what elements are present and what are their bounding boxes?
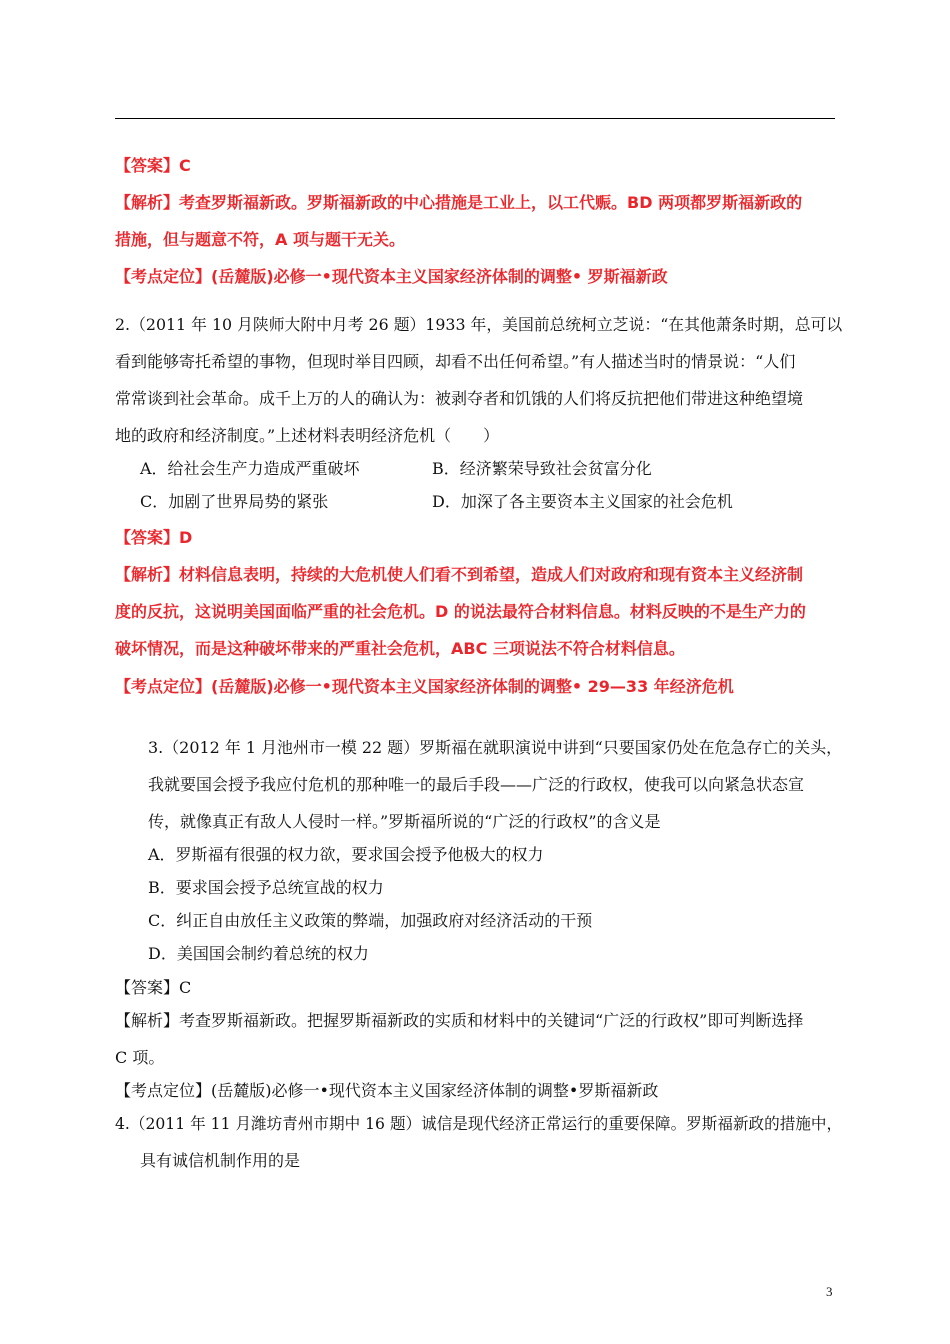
q3-option-a: A．罗斯福有很强的权力欲，要求国会授予他极大的权力 (148, 845, 544, 864)
q3-option-d: D．美国国会制约着总统的权力 (148, 944, 369, 963)
q1-analysis-line-2: 措施，但与题意不符，A 项与题干无关。 (115, 230, 405, 249)
q3-stem-line-2: 我就要国会授予我应付危机的那种唯一的最后手段——广泛的行政权，使我可以向紧急状态宣 (148, 775, 805, 794)
q4-stem-line-1: 4.（2011 年 11 月潍坊青州市期中 16 题）诚信是现代经济正常运行的重要保障。罗斯福新政的措施中， (115, 1114, 843, 1133)
q2-analysis-line-3: 破坏情况，而是这种破坏带来的严重社会危机，ABC 三项说法不符合材料信息。 (115, 639, 685, 658)
q4-stem-line-2: 具有诚信机制作用的是 (140, 1151, 301, 1170)
q2-analysis-line-1: 【解析】材料信息表明，持续的大危机使人们看不到希望，造成人们对政府和现有资本主义经济制 (115, 565, 804, 584)
q2-option-d: D．加深了各主要资本主义国家的社会危机 (432, 492, 733, 511)
q2-stem-line-3: 常常谈到社会革命。成千上万的人的确认为：被剥夺者和饥饿的人们将反抗把他们带进这种绝望境 (115, 389, 804, 408)
q3-knowledge-point: 【考点定位】(岳麓版)必修一•现代资本主义国家经济体制的调整•罗斯福新政 (115, 1081, 659, 1100)
q3-analysis-line-2: C 项。 (115, 1048, 165, 1067)
q2-option-a: A．给社会生产力造成严重破坏 (140, 459, 360, 478)
q3-stem-line-3: 传，就像真正有敌人人侵时一样。”罗斯福所说的“广泛的行政权”的含义是 (148, 812, 661, 831)
answer-value: C (179, 156, 191, 175)
q2-analysis-line-2: 度的反抗，这说明美国面临严重的社会危机。D 的说法最符合材料信息。材料反映的不是生产力的 (115, 602, 806, 621)
page-number: 3 (826, 1284, 833, 1299)
q2-option-c: C．加剧了世界局势的紧张 (140, 492, 329, 511)
q3-analysis-line-1: 【解析】考查罗斯福新政。把握罗斯福新政的实质和材料中的关键词“广泛的行政权”即可判断选择 (115, 1011, 804, 1030)
q2-option-b: B．经济繁荣导致社会贫富分化 (432, 459, 652, 478)
q2-stem-line-4: 地的政府和经济制度。”上述材料表明经济危机（ ） (115, 426, 500, 445)
q1-analysis-line-1: 【解析】考查罗斯福新政。罗斯福新政的中心措施是工业上，以工代赈。BD 两项都罗斯福新政的 (115, 193, 803, 212)
analysis-label: 【解析】 (115, 193, 180, 212)
q3-option-c: C．纠正自由放任主义政策的弊端，加强政府对经济活动的干预 (148, 911, 593, 930)
q3-answer: 【答案】C (115, 978, 192, 997)
q1-answer (115, 156, 191, 176)
q2-knowledge-point: 【考点定位】(岳麓版)必修一•现代资本主义国家经济体制的调整• 29—33 年经济危机 (115, 677, 734, 696)
answer-label: 【答案】 (115, 156, 180, 175)
q2-stem-line-2: 看到能够寄托希望的事物，但现时举目四顾，却看不出任何希望。”有人描述当时的情景说：“人们 (115, 352, 796, 371)
q2-stem-line-1: 2.（2011 年 10 月陕师大附中月考 26 题）1933 年，美国前总统柯立芝说：“在其他萧条时期，总可以 (115, 315, 843, 334)
q1-knowledge-point: 【考点定位】(岳麓版)必修一•现代资本主义国家经济体制的调整• 罗斯福新政 (115, 267, 668, 286)
q2-answer: 【答案】D (115, 528, 193, 547)
q3-stem-line-1: 3.（2012 年 1 月池州市一模 22 题）罗斯福在就职演说中讲到“只要国家仍处在危急存亡的关头， (148, 738, 843, 757)
q3-option-b: B．要求国会授予总统宣战的权力 (148, 878, 384, 897)
header-rule (115, 118, 835, 119)
